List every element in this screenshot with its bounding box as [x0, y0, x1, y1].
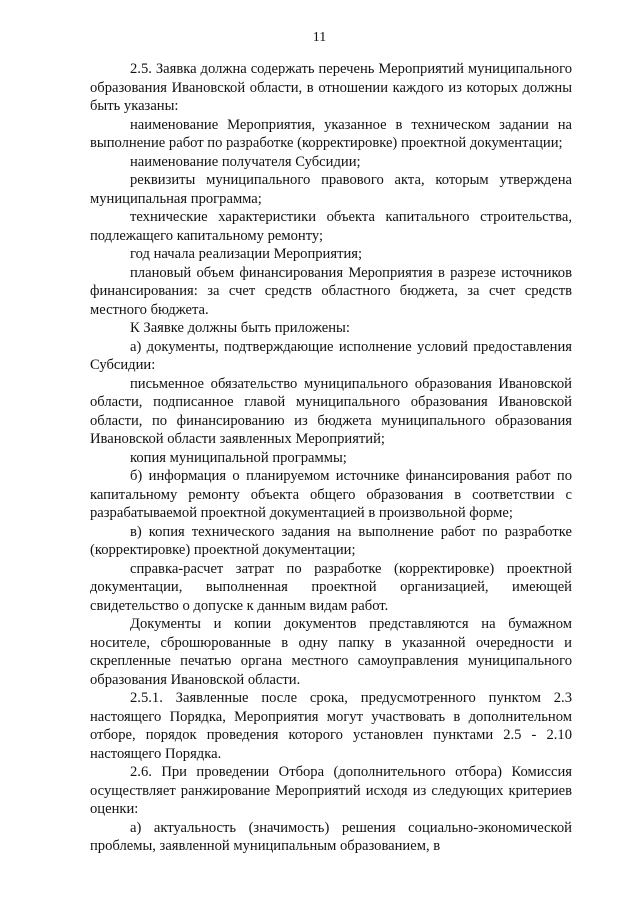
paragraph: Документы и копии документов представляются на бумажном носителе, сброшюрованные в одну папку в указанной очередности и скрепленные печатью органа местного самоуправления муниципального образования Ивановской области. — [90, 616, 572, 688]
paragraph: б) информация о планируемом источнике финансирования работ по капитальному ремонту объекта общего образования в соответствии с разрабатываемой проектной документацией в произвольной форме; — [90, 468, 572, 521]
paragraph: 2.6. При проведении Отбора (дополнительного отбора) Комиссия осуществляет ранжирование Мероприятий исходя из следующих критериев оценки: — [90, 764, 572, 817]
paragraph: 2.5. Заявка должна содержать перечень Мероприятий муниципального образования Ивановской области, в отношении каждого из которых должны быть указаны: — [90, 61, 572, 114]
paragraph: 2.5.1. Заявленные после срока, предусмотренного пунктом 2.3 настоящего Порядка, Мероприятия могут участвовать в дополнительном отборе, порядок проведения которого установлен пунктами 2.5 - 2.10 настоящего Порядка. — [90, 690, 572, 762]
paragraph: письменное обязательство муниципального образования Ивановской области, подписанное главой муниципального образования Ивановской области, по финансированию из бюджета муниципального образования Ивановской области заявленных Мероприятий; — [90, 375, 572, 447]
paragraph: реквизиты муниципального правового акта, которым утверждена муниципальная программа; — [90, 172, 572, 207]
paragraph: плановый объем финансирования Мероприятия в разрезе источников финансирования: за счет средств областного бюджета, за счет средств местного бюджета. — [90, 264, 572, 318]
paragraph: К Заявке должны быть приложены: — [130, 320, 350, 336]
paragraph: в) копия технического задания на выполнение работ по разработке (корректировке) проектной документации; — [90, 523, 572, 558]
paragraph: копия муниципальной программы; — [130, 449, 347, 466]
paragraph: а) актуальность (значимость) решения социально-экономической проблемы, заявленной муниципальным образованием, в — [90, 819, 572, 854]
paragraph: наименование Мероприятия, указанное в техническом задании на выполнение работ по разработке (корректировке) проектной документации; — [90, 116, 572, 151]
paragraph: наименование получателя Субсидии; — [130, 153, 361, 170]
paragraph: а) документы, подтверждающие исполнение условий предоставления Субсидии: — [90, 338, 572, 373]
paragraph: справка-расчет затрат по разработке (корректировке) проектной документации, выполненная проектной организацией, имеющей свидетельство о допуске к данным видам работ. — [90, 560, 572, 614]
paragraph: год начала реализации Мероприятия; — [130, 246, 363, 262]
paragraph: технические характеристики объекта капитального строительства, подлежащего капитальному ремонту; — [90, 209, 572, 244]
page-number: 11 — [312, 30, 327, 45]
document-body — [90, 60, 572, 856]
